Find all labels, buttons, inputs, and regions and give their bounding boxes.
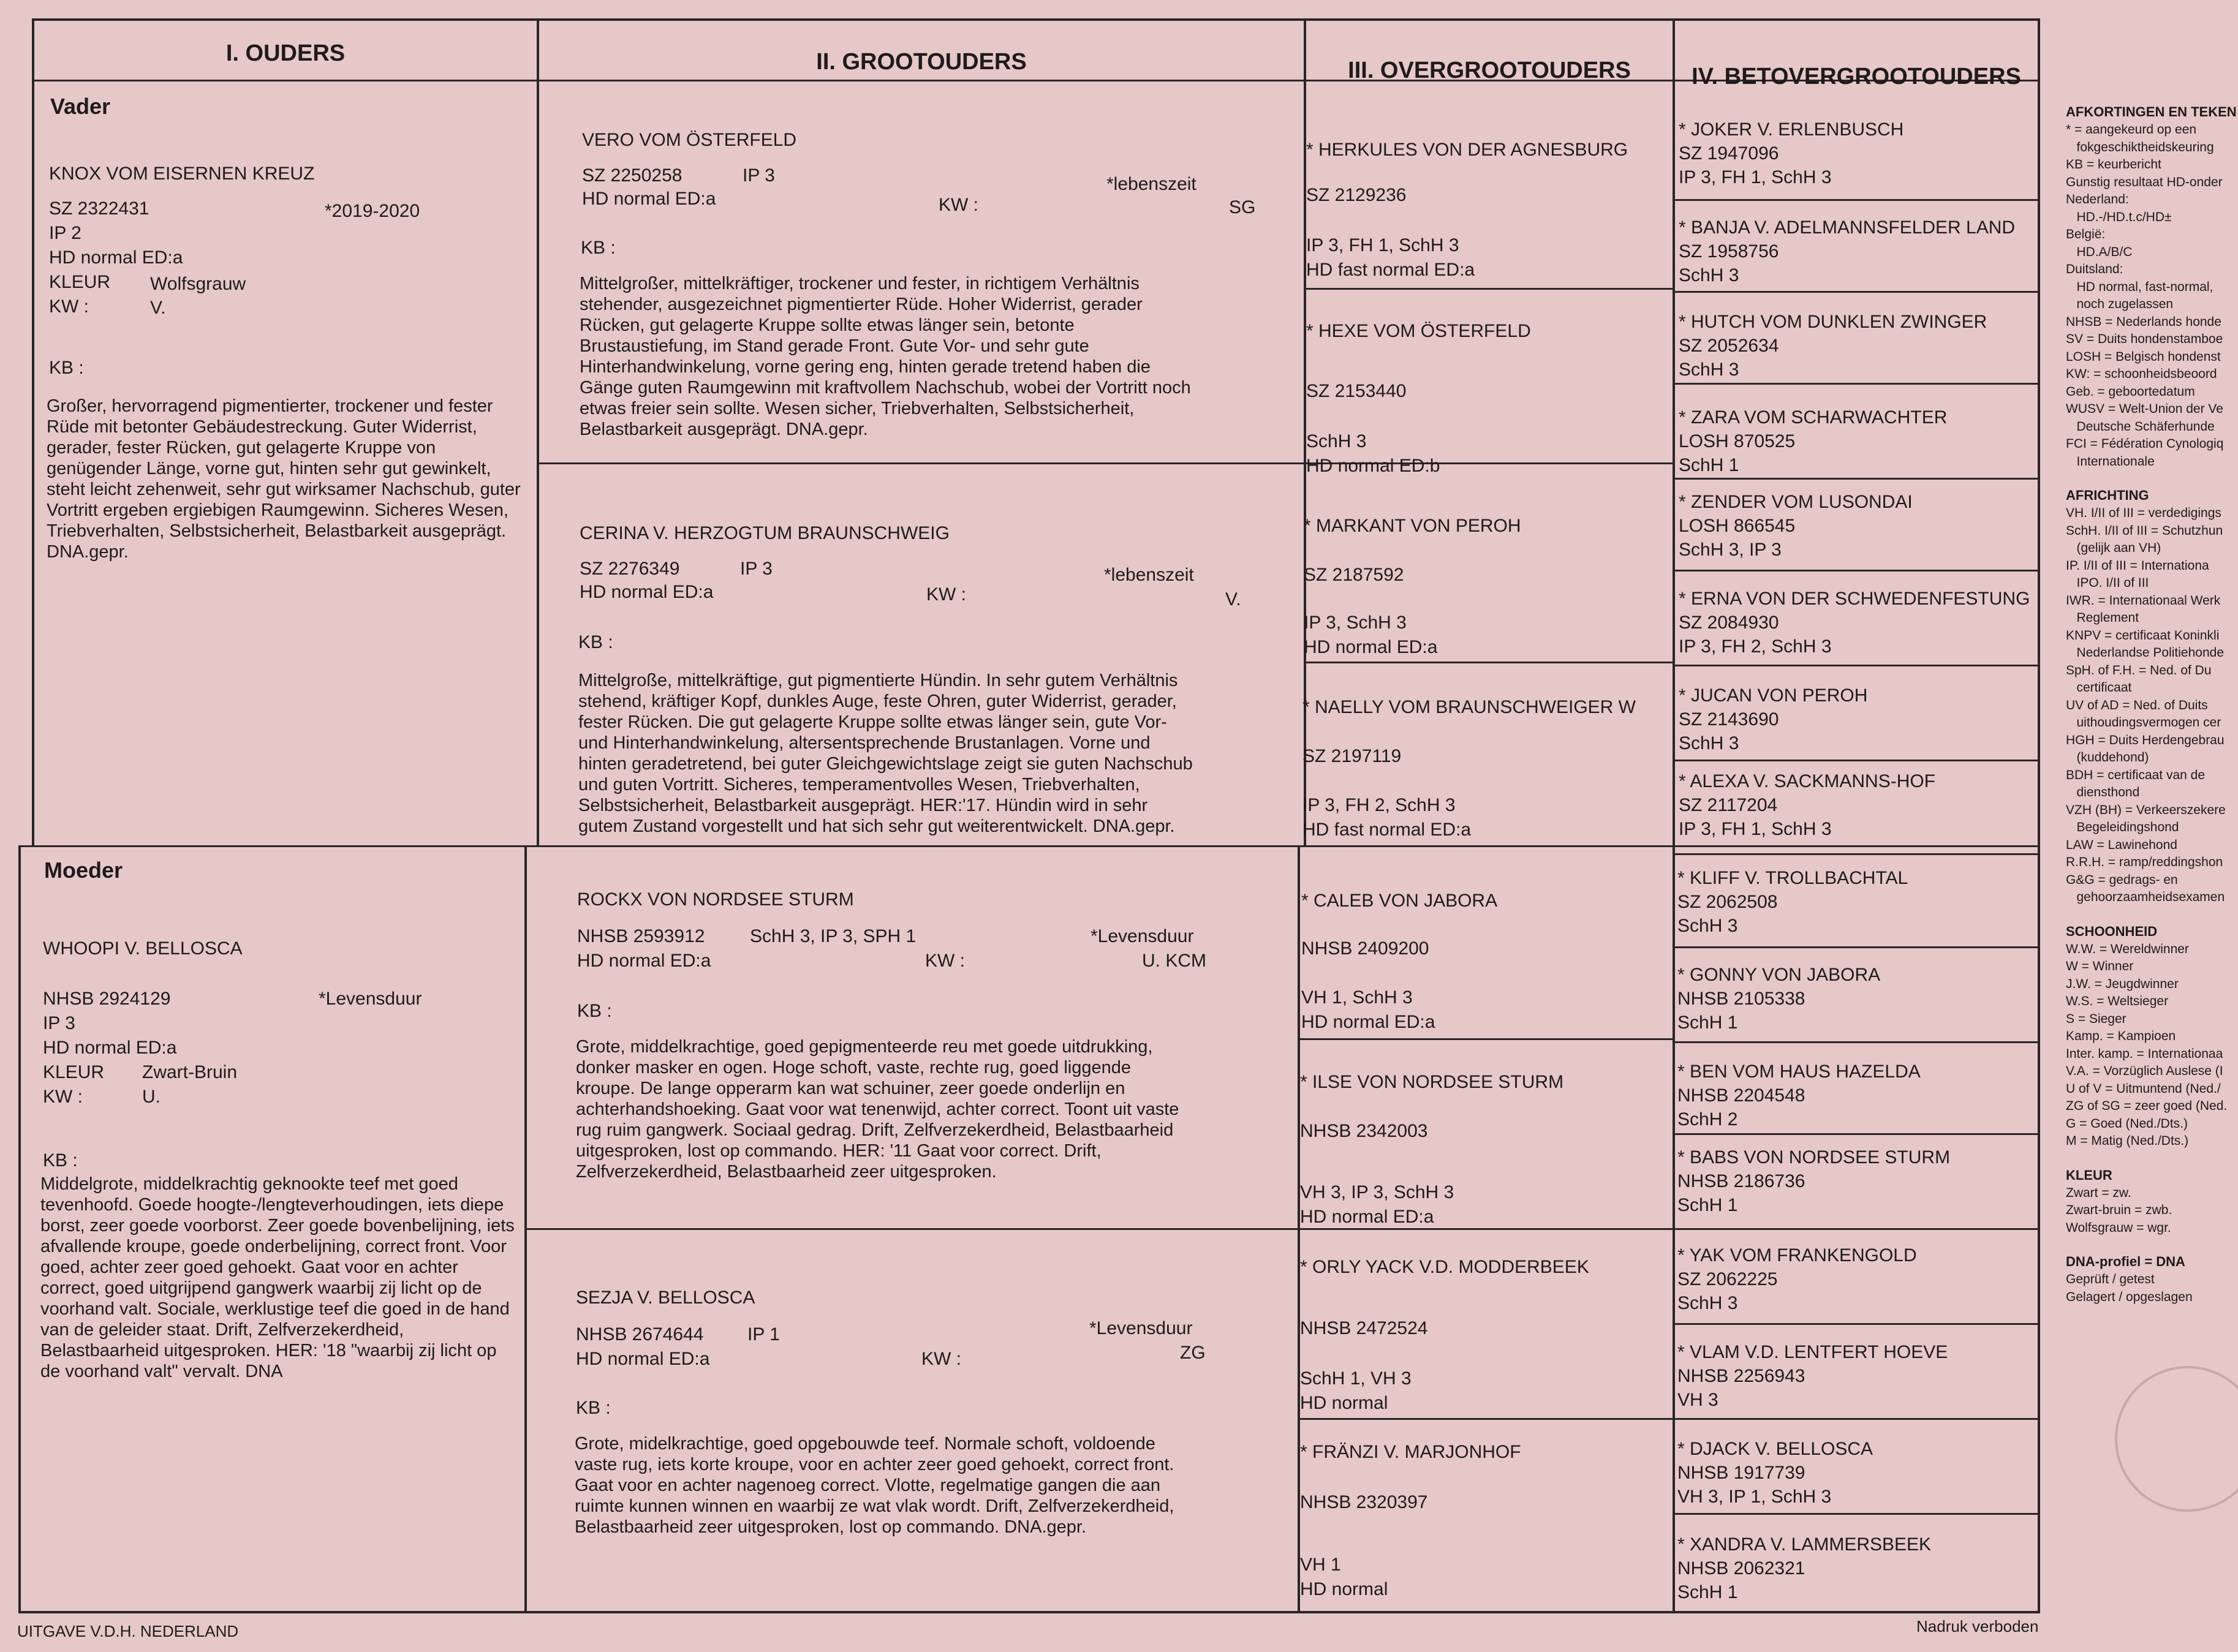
legend-section <box>2066 1253 2238 1306</box>
grandparent-name: VERO VOM ÖSTERFELD <box>582 130 797 150</box>
legend-line: W.W. = Wereldwinner <box>2066 941 2189 956</box>
legend-line: diensthond <box>2066 785 2140 799</box>
gg-titles: SchH 3 <box>1679 733 1739 753</box>
grandparent-kb-label: KB : <box>581 238 616 258</box>
seal-stamp <box>2115 1366 2238 1512</box>
great-grandparent-reg: SZ 2197119 <box>1302 746 1402 766</box>
gg-reg: SZ 2084930 <box>1679 613 1779 633</box>
gg-grandparent-15 <box>1677 1437 1873 1509</box>
legend-line: * = aangekeurd op een <box>2066 123 2197 137</box>
gg-grandparent-1 <box>1679 118 1903 189</box>
legend-line: HD normal, fast-normal, <box>2066 279 2213 294</box>
great-grandparent-titles: VH 1 <box>1300 1555 1341 1575</box>
gg-grandparent-13 <box>1677 1243 1917 1315</box>
grandparent-name: SEZJA V. BELLOSCA <box>576 1288 755 1308</box>
grandparent-titles: IP 3 <box>740 559 773 579</box>
great-grandparent-name: * NAELLY VOM BRAUNSCHWEIGER W <box>1302 697 1636 717</box>
grandparent-kw-label: KW : <box>921 1349 961 1369</box>
legend-line: UV of AD = Ned. of Duits <box>2066 698 2208 712</box>
legend-line: V.A. = Vorzüglich Auslese (I <box>2066 1064 2223 1078</box>
gg-grandparent-12 <box>1677 1145 1950 1217</box>
gg-name: * ZARA VOM SCHARWACHTER <box>1679 407 1948 428</box>
grandparent-life: *Levensduur <box>1089 1318 1193 1338</box>
gg-titles: SchH 2 <box>1677 1109 1738 1130</box>
gg-name: * BABS VON NORDSEE STURM <box>1677 1147 1951 1167</box>
legend-line: LOSH = Belgisch hondenst <box>2066 349 2221 364</box>
mother-reg: NHSB 2924129 <box>43 989 171 1009</box>
legend-line: W.S. = Weltsieger <box>2066 994 2169 1008</box>
gg-grandparent-10 <box>1677 963 1880 1035</box>
great-grandparent-reg: NHSB 2342003 <box>1300 1121 1428 1141</box>
gg-titles: SchH 3 <box>1679 360 1739 380</box>
header-betovergrootouders: IV. BETOVERGROOTOUDERS <box>1692 64 2021 89</box>
mother-kleur: Zwart-Bruin <box>142 1062 238 1082</box>
grandparent-kw-label: KW : <box>926 584 966 605</box>
legend-line: U of V = Uitmuntend (Ned./ <box>2066 1081 2221 1096</box>
legend-section <box>2066 486 2238 907</box>
gg-grandparent-7 <box>1679 684 1867 755</box>
great-grandparent-hd: HD normal <box>1300 1393 1388 1413</box>
grandparent-titles: IP 1 <box>747 1324 780 1345</box>
legend-section <box>2066 103 2238 470</box>
great-grandparent-titles: SchH 3 <box>1306 431 1367 451</box>
gg-name: * JUCAN VON PEROH <box>1679 685 1868 706</box>
grandparent-hd: HD normal ED:a <box>580 582 714 602</box>
gg-reg: SZ 2062508 <box>1677 892 1778 912</box>
gg-name: * BEN VOM HAUS HAZELDA <box>1677 1062 1921 1082</box>
gg-reg: NHSB 2256943 <box>1677 1366 1805 1386</box>
great-grandparent-hd: HD normal ED:a <box>1301 1012 1435 1032</box>
gg-name: * BANJA V. ADELMANNSFELDER LAND <box>1679 217 2016 238</box>
great-grandparent-name: * FRÄNZI V. MARJONHOF <box>1300 1442 1521 1462</box>
grandparent-life: *lebenszeit <box>1106 174 1196 194</box>
grandparent-reg: SZ 2250258 <box>582 165 682 186</box>
legend-line: Gunstig resultaat HD-onder <box>2066 175 2223 189</box>
great-grandparent-reg: NHSB 2409200 <box>1301 938 1429 959</box>
father-kw: V. <box>150 298 166 318</box>
grandparent-life: *lebenszeit <box>1104 565 1194 585</box>
gg-titles: IP 3, FH 1, SchH 3 <box>1679 819 1832 839</box>
footer-publisher: UITGAVE V.D.H. NEDERLAND <box>17 1622 239 1640</box>
gg-reg: SZ 2052634 <box>1679 336 1779 356</box>
gg-titles: SchH 3 <box>1677 916 1738 936</box>
grandparent-reg: NHSB 2593912 <box>577 926 705 946</box>
grandparent-kw-label: KW : <box>939 195 978 215</box>
grandparent-kb-text: Grote, middelkrachtige, goed gepigmenteerde reu met goede uitdrukking, donker masker en ogen. Hoge schoft, vaste, rechte rug, goed liggende kroupe. De lange opperarm kan wat schuiner, zeer goede onderlijn en achterhandshoeking. Gaat voor wat tenenwijd, achter correct. Toont uit vaste rug ruim gangwerk. Sociaal gedrag. Drift, Zelfverzekerdheid, Belastbaarheid uitgesproken, lost op commando. HER: '11 Gaat voor correct. Drift, Zelfverzekerdheid, Belastbaarheid zeer uitgesproken. <box>576 1037 1179 1182</box>
gg-titles: SchH 1 <box>1679 455 1739 475</box>
gg-grandparent-14 <box>1677 1340 1948 1412</box>
gg-name: * XANDRA V. LAMMERSBEEK <box>1677 1534 1932 1555</box>
father-life: *2019-2020 <box>325 201 420 221</box>
gg-reg: SZ 1947096 <box>1679 143 1779 164</box>
great-grandparent-name: * ORLY YACK V.D. MODDERBEEK <box>1300 1257 1589 1277</box>
mother-kleur-label: KLEUR <box>43 1062 105 1082</box>
grandparent-kb-label: KB : <box>576 1398 611 1418</box>
legend-line: (gelijk aan VH) <box>2066 541 2161 555</box>
legend-line: SpH. of F.H. = Ned. of Du <box>2066 663 2212 677</box>
legend-line: Begeleidingshond <box>2066 820 2179 834</box>
grandparent-life: *Levensduur <box>1091 926 1194 946</box>
father-kw-label: KW : <box>49 296 89 317</box>
mother-hd: HD normal ED:a <box>43 1038 177 1058</box>
father-kleur-label: KLEUR <box>49 272 111 292</box>
grandparent-hd: HD normal ED:a <box>576 1349 710 1369</box>
legend-line: (kuddehond) <box>2066 750 2149 764</box>
legend-line: Gelagert / opgeslagen <box>2066 1289 2193 1304</box>
great-grandparent-titles: IP 3, SchH 3 <box>1304 613 1407 633</box>
gg-name: * YAK VOM FRANKENGOLD <box>1677 1245 1917 1265</box>
legend-line: Nederland: <box>2066 192 2129 206</box>
gg-reg: SZ 2062225 <box>1677 1269 1778 1289</box>
grandparent-kb-label: KB : <box>578 632 613 652</box>
father-kleur: Wolfsgrauw <box>150 274 246 294</box>
gg-grandparent-2 <box>1679 216 2015 287</box>
gg-titles: SchH 3 <box>1679 265 1739 285</box>
gg-name: * JOKER V. ERLENBUSCH <box>1679 119 1904 140</box>
gg-reg: SZ 1958756 <box>1679 241 1779 262</box>
grandparent-kw: U. KCM <box>1142 951 1206 971</box>
legend-panel <box>2066 103 2238 1352</box>
father-name: KNOX VOM EISERNEN KREUZ <box>49 164 315 184</box>
great-grandparent-reg: SZ 2153440 <box>1306 381 1407 401</box>
legend-line: België: <box>2066 227 2106 241</box>
legend-line: SV = Duits hondenstamboe <box>2066 332 2223 346</box>
legend-section-title: AFRICHTING <box>2066 488 2149 503</box>
great-grandparent-name: * ILSE VON NORDSEE STURM <box>1300 1072 1564 1092</box>
legend-section-title: DNA-profiel = DNA <box>2066 1254 2185 1269</box>
grandparent-kw: SG <box>1229 197 1256 217</box>
gg-reg: SZ 2117204 <box>1679 795 1778 815</box>
legend-line: Kamp. = Kampioen <box>2066 1029 2176 1043</box>
gg-name: * GONNY VON JABORA <box>1677 965 1881 985</box>
grandparent-name: CERINA V. HERZOGTUM BRAUNSCHWEIG <box>580 523 950 543</box>
gg-reg: LOSH 866545 <box>1679 516 1796 536</box>
legend-line: Geprüft / getest <box>2066 1272 2155 1286</box>
gg-reg: NHSB 2186736 <box>1677 1171 1805 1191</box>
great-grandparent-titles: IP 3, FH 2, SchH 3 <box>1302 795 1456 815</box>
great-grandparent-name: * HEXE VOM ÖSTERFELD <box>1306 321 1531 341</box>
great-grandparent-reg: SZ 2129236 <box>1306 185 1407 205</box>
grandparent-kb-text: Mittelgroße, mittelkräftige, gut pigmentierte Hündin. In sehr gutem Verhältnis stehend, kräftiger Kopf, dunkles Auge, feste Ohren, guter Widerrist, gerader, fester Rücken. Die gut gelagerte Kruppe sollte etwas länger sein, gute Vor- und Hinterhandwinkelung, altersentsprechende Brustanlagen. Vorne und hinten geradetretend, bei guter Gleichgewichtslage zeigt sie guten Nachschub und guten Vortritt. Sicheres, temperamentvolles Wesen, Triebverhalten, Selbstsicherheit, Belastbarkeit ausgeprägt. HER:'17. Hündin wird in sehr gutem Zustand vorgestellt und hat sich sehr gut weiterentwickelt. DNA.gepr. <box>578 671 1193 836</box>
gg-grandparent-6 <box>1679 587 2030 658</box>
gg-name: * HUTCH VOM DUNKLEN ZWINGER <box>1679 312 1987 332</box>
father-label: Vader <box>50 94 111 119</box>
legend-line: Reglement <box>2066 611 2139 625</box>
gg-reg: NHSB 2204548 <box>1677 1085 1805 1106</box>
gg-grandparent-16 <box>1677 1533 1931 1604</box>
great-grandparent-name: * MARKANT VON PEROH <box>1304 516 1521 536</box>
grandparent-hd: HD normal ED:a <box>577 951 711 971</box>
legend-line: Internationale <box>2066 454 2155 469</box>
gg-titles: SchH 1 <box>1677 1195 1738 1215</box>
great-grandparent-titles: IP 3, FH 1, SchH 3 <box>1306 235 1459 255</box>
gg-name: * ZENDER VOM LUSONDAI <box>1679 492 1913 512</box>
mother-kb-text: Middelgrote, middelkrachtig geknookte teef met goed tevenhoofd. Goede hoogte-/lengteverhoudingen, iets diepe borst, zeer goede voorborst. Zeer goede bovenbelijning, iets afvallende kroupe, goede onderbelijning, correct front. Voor goed, achter zeer goed gehoekt. Gaat voor en achter correct, goed uitgrijpend gangwerk waarbij zij licht op de voorhand valt. Sociale, werklustige teef die goed in de hand van de geleider staat. Drift, Zelfverzekerdheid, Belastbaarheid uitgesproken. HER: '18 "waarbij zij licht op de voorhand valt" vervalt. DNA <box>40 1174 515 1381</box>
great-grandparent-reg: NHSB 2472524 <box>1300 1318 1428 1338</box>
gg-reg: NHSB 2062321 <box>1677 1558 1805 1578</box>
legend-line: Duitsland: <box>2066 262 2123 276</box>
grandparent-kb-text: Mittelgroßer, mittelkräftiger, trockener und fester, in richtigem Verhältnis stehender, ausgezeichnet pigmentierter Rüde. Hoher Widerrist, gerader Rücken, gut gelagerte Kruppe sollte etwas länger sein, betonte Brustaustiefung, im Stand gerade Front. Gute Vor- und sehr gute Hinterhandwinkelung, vorne gering eng, hinten gerade tretend haben die Gänge guten Raumgewinn mit kraftvollem Nachschub, wobei der Vortritt noch etwas freier sein sollte. Wesen sicher, Triebverhalten, Selbstsicherheit, Belastbarkeit ausgeprägt. DNA.gepr. <box>580 274 1191 439</box>
mother-kw-label: KW : <box>43 1087 83 1107</box>
mother-name: WHOOPI V. BELLOSCA <box>43 938 243 959</box>
legend-line: Deutsche Schäferhunde <box>2066 419 2215 434</box>
legend-line: S = Sieger <box>2066 1011 2126 1026</box>
gg-reg: NHSB 1917739 <box>1677 1463 1805 1483</box>
grandparent-kw-label: KW : <box>925 951 965 971</box>
gg-titles: IP 3, FH 1, SchH 3 <box>1679 167 1832 187</box>
gg-name: * VLAM V.D. LENTFERT HOEVE <box>1677 1342 1948 1362</box>
mother-label: Moeder <box>44 858 123 883</box>
gg-titles: SchH 3, IP 3 <box>1679 540 1782 560</box>
legend-line: KB = keurbericht <box>2066 157 2161 172</box>
header-overgrootouders: III. OVERGROOTOUDERS <box>1348 58 1631 83</box>
grandparent-hd: HD normal ED:a <box>582 189 716 209</box>
mother-life: *Levensduur <box>319 989 422 1009</box>
legend-line: noch zugelassen <box>2066 297 2174 311</box>
legend-line: KW: = schoonheidsbeoord <box>2066 367 2217 381</box>
legend-line: WUSV = Welt-Union der Ve <box>2066 402 2223 416</box>
gg-grandparent-8 <box>1679 769 1935 841</box>
father-reg: SZ 2322431 <box>49 198 149 219</box>
mother-kw: U. <box>142 1087 161 1107</box>
gg-reg: SZ 2143690 <box>1679 709 1779 730</box>
legend-line: IP. I/II of III = Internationa <box>2066 558 2209 573</box>
legend-section <box>2066 922 2238 1150</box>
grandparent-kw: ZG <box>1180 1343 1206 1363</box>
great-grandparent-hd: HD fast normal ED:a <box>1302 820 1472 840</box>
legend-line: Wolfsgrauw = wgr. <box>2066 1220 2171 1235</box>
gg-titles: VH 3 <box>1677 1390 1718 1410</box>
footer-copyright: Nadruk verboden <box>1916 1617 2039 1635</box>
legend-line: SchH. I/II of III = Schutzhun <box>2066 523 2223 538</box>
great-grandparent-hd: HD normal ED:b <box>1306 456 1440 476</box>
father-ip: IP 2 <box>49 223 81 243</box>
legend-line: certificaat <box>2066 681 2132 695</box>
gg-titles: SchH 3 <box>1677 1293 1738 1313</box>
father-kb-text: Großer, hervorragend pigmentierter, trockener und fester Rüde mit betonter Gebäudestreckung. Guter Widerrist, gerader, fester Rücken, gut gelagerte Kruppe von genügender Länge, vorne gut, hinten sehr gut gewinkelt, steht leicht zehenweit, sehr gut wirksamer Nachschub, guter Vortritt ergeben ergiebigen Raumgewinn. Sicheres Wesen, Triebverhalten, Selbstsicherheit, Belastbarkeit ausgeprägt. DNA.gepr. <box>47 396 521 562</box>
legend-line: HD.A/B/C <box>2066 244 2133 259</box>
legend-line: fokgeschiktheidskeuring <box>2066 140 2214 154</box>
grandparent-kb-text: Grote, midelkrachtige, goed opgebouwde teef. Normale schoft, voldoende vaste rug, iets korte kroupe, voor en achter zeer goed gehoekt, correct front. Gaat voor en achter nagenoeg correct. Vlotte, regelmatige gangen die aan ruimte kunnen winnen en waarbij ze wat vlak wordt. Drift, Zelfverzekerdheid, Belastbaarheid zeer uitgesproken, lost op commando. DNA.gepr. <box>575 1434 1174 1537</box>
legend-line: gehoorzaamheidsexamen <box>2066 890 2225 904</box>
legend-line: G&G = gedrags- en <box>2066 872 2178 887</box>
great-grandparent-hd: HD fast normal ED:a <box>1306 260 1475 280</box>
gg-name: * DJACK V. BELLOSCA <box>1677 1439 1873 1459</box>
grandparent-kw: V. <box>1225 589 1241 609</box>
great-grandparent-titles: SchH 1, VH 3 <box>1300 1368 1412 1389</box>
gg-titles: VH 3, IP 1, SchH 3 <box>1677 1487 1832 1507</box>
gg-reg: NHSB 2105338 <box>1677 989 1805 1009</box>
legend-line: IPO. I/II of III <box>2066 576 2149 590</box>
great-grandparent-hd: HD normal ED:a <box>1304 637 1438 657</box>
legend-line: Inter. kamp. = Internationaa <box>2066 1046 2223 1061</box>
legend-line: ZG of SG = zeer goed (Ned. <box>2066 1099 2228 1113</box>
gg-name: * ERNA VON DER SCHWEDENFESTUNG <box>1679 589 2030 609</box>
legend-line: uithoudingsvermogen cer <box>2066 715 2221 730</box>
gg-titles: SchH 1 <box>1677 1013 1738 1033</box>
legend-section-title: KLEUR <box>2066 1167 2112 1183</box>
gg-grandparent-3 <box>1679 310 1987 382</box>
gg-grandparent-4 <box>1679 405 1947 477</box>
father-hd: HD normal ED:a <box>49 247 183 268</box>
mother-kb-label: KB : <box>43 1150 78 1171</box>
legend-line: Nederlandse Politiehonde <box>2066 646 2225 660</box>
gg-titles: SchH 1 <box>1677 1582 1738 1602</box>
gg-titles: IP 3, FH 2, SchH 3 <box>1679 636 1832 657</box>
legend-line: NHSB = Nederlands honde <box>2066 314 2221 329</box>
legend-line: IWR. = Internationaal Werk <box>2066 593 2221 608</box>
great-grandparent-reg: NHSB 2320397 <box>1300 1492 1428 1512</box>
great-grandparent-name: * HERKULES VON DER AGNESBURG <box>1306 140 1628 160</box>
legend-line: FCI = Fédération Cynologiq <box>2066 437 2224 451</box>
legend-line: LAW = Lawinehond <box>2066 837 2177 852</box>
gg-name: * ALEXA V. SACKMANNS-HOF <box>1679 771 1936 791</box>
grandparent-titles: IP 3 <box>743 165 775 186</box>
mother-ip: IP 3 <box>43 1013 75 1033</box>
legend-line: M = Matig (Ned./Dts.) <box>2066 1134 2189 1148</box>
great-grandparent-reg: SZ 2187592 <box>1304 565 1404 585</box>
grandparent-reg: NHSB 2674644 <box>576 1324 704 1345</box>
legend-line: R.R.H. = ramp/reddingshon <box>2066 855 2223 869</box>
header-grootouders: II. GROOTOUDERS <box>816 49 1027 75</box>
legend-line: Geb. = geboortedatum <box>2066 384 2195 399</box>
grandparent-kb-label: KB : <box>577 1001 612 1021</box>
great-grandparent-name: * CALEB VON JABORA <box>1301 891 1498 911</box>
grandparent-name: ROCKX VON NORDSEE STURM <box>577 889 854 910</box>
legend-line: HGH = Duits Herdengebrau <box>2066 733 2225 747</box>
legend-line: W = Winner <box>2066 959 2134 973</box>
legend-line: G = Goed (Ned./Dts.) <box>2066 1116 2188 1131</box>
legend-line: J.W. = Jeugdwinner <box>2066 976 2179 991</box>
father-kb-label: KB : <box>49 358 84 378</box>
legend-section <box>2066 1166 2238 1237</box>
gg-reg: LOSH 870525 <box>1679 431 1796 451</box>
great-grandparent-titles: VH 1, SchH 3 <box>1301 987 1413 1008</box>
gg-grandparent-5 <box>1679 490 1913 562</box>
legend-section-title: AFKORTINGEN EN TEKEN <box>2066 104 2237 119</box>
legend-line: VH. I/II of III = verdedigings <box>2066 506 2221 520</box>
grandparent-titles: SchH 3, IP 3, SPH 1 <box>750 926 917 946</box>
gg-grandparent-11 <box>1677 1060 1921 1131</box>
grandparent-reg: SZ 2276349 <box>580 559 680 579</box>
great-grandparent-titles: VH 3, IP 3, SchH 3 <box>1300 1182 1454 1202</box>
legend-line: VZH (BH) = Verkeerszekere <box>2066 802 2226 817</box>
gg-grandparent-9 <box>1677 866 1908 938</box>
gg-name: * KLIFF V. TROLLBACHTAL <box>1677 868 1908 888</box>
legend-line: KNPV = certificaat Koninkli <box>2066 628 2220 643</box>
legend-section-title: SCHOONHEID <box>2066 923 2158 939</box>
great-grandparent-hd: HD normal ED:a <box>1300 1207 1434 1227</box>
great-grandparent-hd: HD normal <box>1300 1579 1388 1599</box>
legend-line: HD.-/HD.t.c/HD± <box>2066 209 2172 224</box>
legend-line: Zwart = zw. <box>2066 1185 2131 1200</box>
legend-line: BDH = certificaat van de <box>2066 768 2206 782</box>
header-ouders: I. OUDERS <box>225 40 346 66</box>
legend-line: Zwart-bruin = zwb. <box>2066 1203 2172 1217</box>
